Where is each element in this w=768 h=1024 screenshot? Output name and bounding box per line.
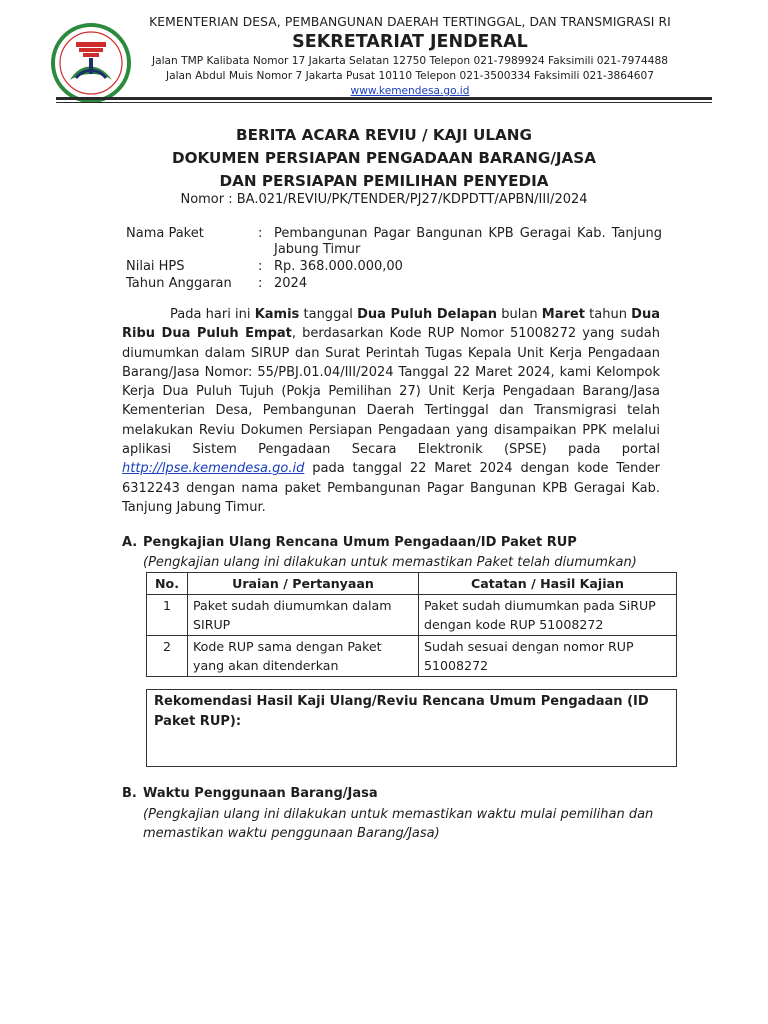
col-header-uraian: Uraian / Pertanyaan (188, 573, 419, 595)
info-label: Tahun Anggaran (126, 276, 232, 291)
info-label: Nilai HPS (126, 259, 185, 274)
letterhead (140, 14, 680, 99)
cell-no: 2 (147, 636, 188, 677)
info-colon: : (258, 226, 263, 241)
body-paragraph (122, 305, 660, 517)
cell-uraian: Kode RUP sama dengan Paket yang akan ditenderkan (188, 636, 419, 677)
lpse-link[interactable]: http://lpse.kemendesa.go.id (122, 461, 305, 477)
info-label: Nama Paket (126, 226, 204, 241)
col-header-no: No. (147, 573, 188, 595)
section-b-note: (Pengkajian ulang ini dilakukan untuk memastikan waktu mulai pemilihan dan memastikan waktu penggunaan Barang/Jasa) (143, 807, 654, 841)
info-colon: : (258, 276, 263, 291)
document-number: Nomor : BA.021/REVIU/PK/TENDER/PJ27/KDPDTT/APBN/III/2024 (180, 192, 588, 207)
section-a-note: (Pengkajian ulang ini dilakukan untuk memastikan Paket telah diumumkan) (143, 555, 637, 570)
info-value: Pembangunan Pagar Bangunan KPB Geragai Kab. Tanjung Jabung Timur (274, 226, 662, 257)
para-year: Dua Ribu Dua Puluh Empat (122, 307, 660, 342)
cell-no: 1 (147, 595, 188, 636)
table-row (147, 636, 677, 677)
ministry-logo (50, 22, 132, 104)
section-b-heading: Waktu Penggunaan Barang/Jasa (143, 786, 378, 801)
info-value: 2024 (274, 276, 308, 291)
cell-catatan: Sudah sesuai dengan nomor RUP 51008272 (419, 636, 677, 677)
recommendation-label: Rekomendasi Hasil Kaji Ulang/Reviu Rencana Umum Pengadaan (ID Paket RUP): (154, 694, 649, 729)
address-line-1: Jalan TMP Kalibata Nomor 17 Jakarta Selatan 12750 Telepon 021-7989924 Faksimili 021-7974488 (151, 55, 669, 67)
review-table (146, 572, 677, 677)
table-header-row (147, 573, 677, 595)
ministry-name: KEMENTERIAN DESA, PEMBANGUNAN DAERAH TERTINGGAL, DAN TRANSMIGRASI RI (149, 15, 671, 29)
header-rule-thin (56, 102, 712, 103)
recommendation-box (146, 689, 677, 767)
table-row (147, 595, 677, 636)
info-colon: : (258, 259, 263, 274)
para-text: Pada hari ini (170, 307, 255, 322)
title-line-3: DAN PERSIAPAN PEMILIHAN PENYEDIA (219, 172, 549, 190)
para-day: Kamis (254, 307, 300, 322)
website-link[interactable]: www.kemendesa.go.id (350, 85, 470, 97)
unit-name: SEKRETARIAT JENDERAL (292, 32, 528, 52)
para-text: tanggal (299, 307, 358, 322)
col-header-catatan: Catatan / Hasil Kajian (419, 573, 677, 595)
para-text: pada tanggal 22 Maret 2024 dengan kode Tender 6312243 dengan nama paket Pembangunan Pagar Bangunan KPB Geragai Kab. Tanjung Jabung Timur. (122, 461, 660, 515)
para-text: bulan (497, 307, 542, 322)
info-tahun-anggaran (126, 276, 666, 292)
cell-uraian: Paket sudah diumumkan dalam SIRUP (188, 595, 419, 636)
para-text: tahun (584, 307, 632, 322)
section-a-heading: Pengkajian Ulang Rencana Umum Pengadaan/ID Paket RUP (143, 535, 577, 550)
para-month: Maret (541, 307, 585, 322)
para-text: , berdasarkan Kode RUP Nomor 51008272 yang sudah diumumkan dalam SIRUP dan Surat Perintah Tugas Kepala Unit Kerja Pengadaan Barang/Jasa Nomor: 55/PBJ.01.04/III/2024 Tanggal 22 Maret 2024, kami Kelompok Kerja Dua Puluh Tujuh (Pokja Pemilihan 27) Unit Kerja Pengadaan Barang/Jasa Kementerian Desa, Pembangunan Daerah Tertinggal dan Transmigrasi telah melakukan Reviu Dokumen Persiapan Pengadaan yang disampaikan PPK melalui aplikasi Sistem Pengadaan Secara Elektronik (SPSE) pada portal (122, 326, 660, 458)
cell-catatan: Paket sudah diumumkan pada SiRUP dengan kode RUP 51008272 (419, 595, 677, 636)
info-nama-paket (126, 226, 666, 260)
info-nilai-hps (126, 259, 666, 275)
address-line-2: Jalan Abdul Muis Nomor 7 Jakarta Pusat 10110 Telepon 021-3500334 Faksimili 021-3864607 (166, 70, 654, 82)
para-date: Dua Puluh Delapan (357, 307, 498, 322)
header-rule-thick (56, 97, 712, 100)
title-line-2: DOKUMEN PERSIAPAN PENGADAAN BARANG/JASA (171, 149, 597, 167)
title-line-1: BERITA ACARA REVIU / KAJI ULANG (236, 126, 532, 144)
section-b-letter: B. (122, 786, 137, 801)
info-value: Rp. 368.000.000,00 (274, 259, 403, 274)
section-a-letter: A. (122, 535, 138, 550)
